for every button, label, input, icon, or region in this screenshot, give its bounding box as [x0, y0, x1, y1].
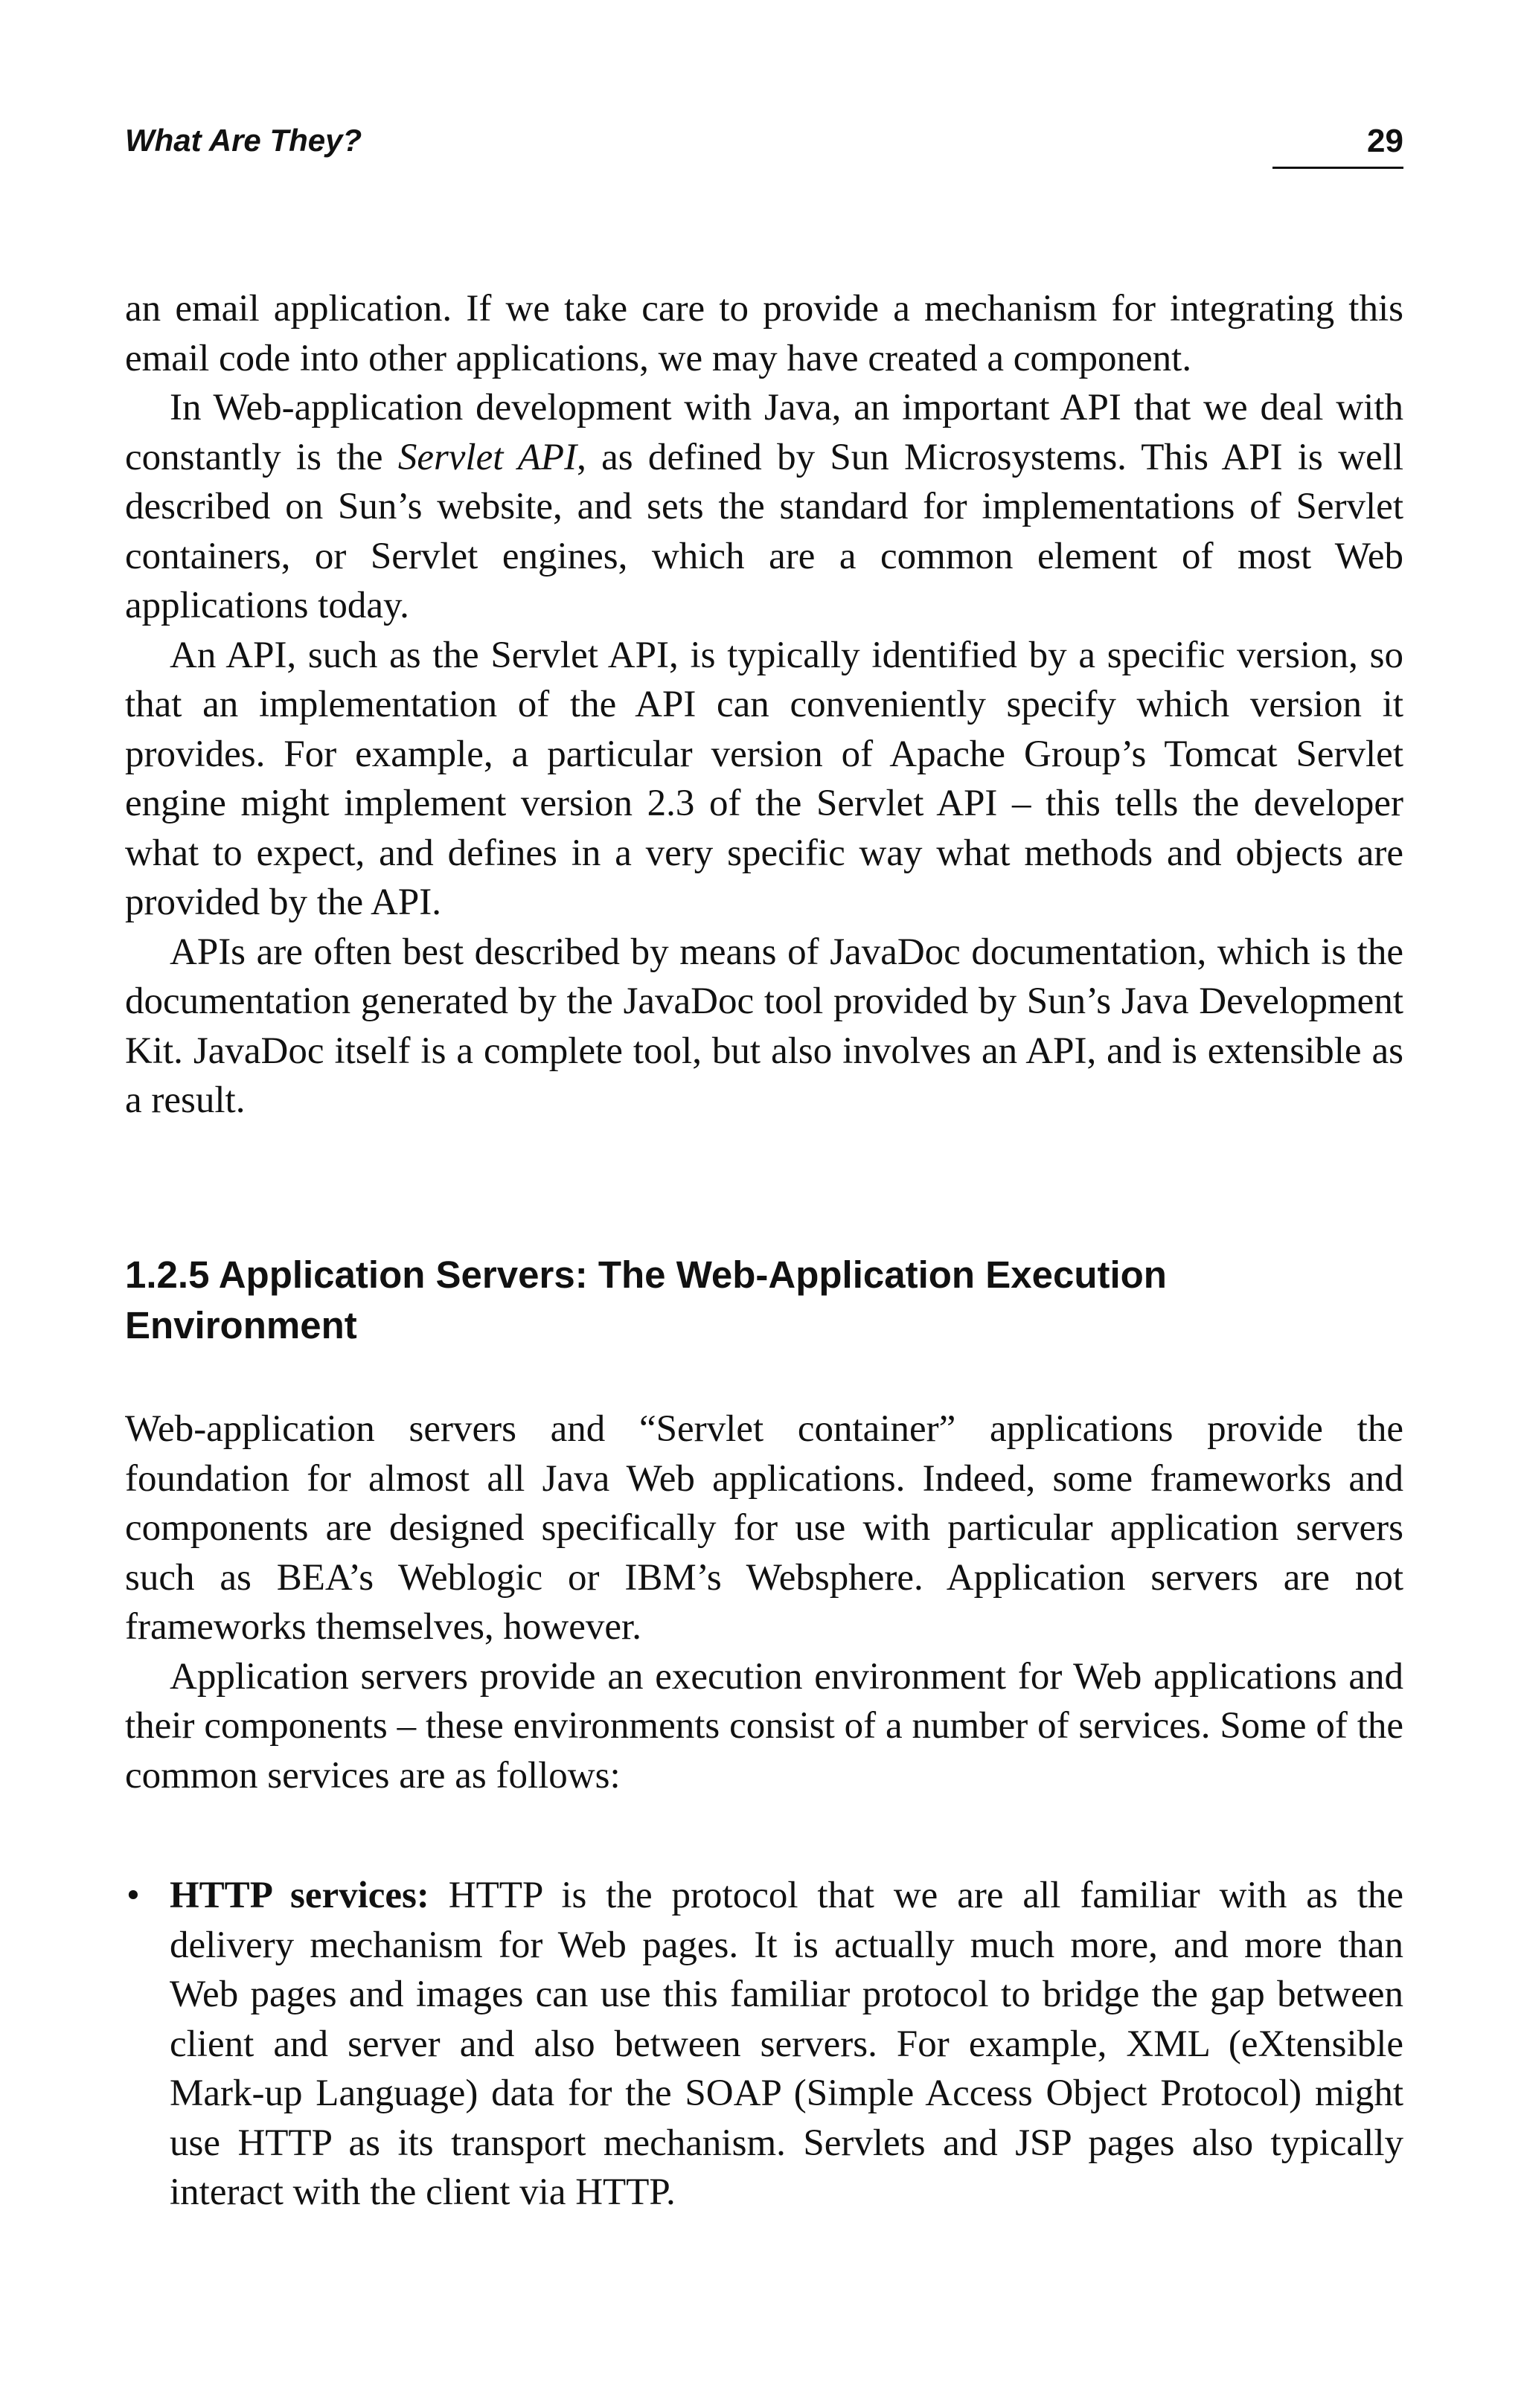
- list-item: [125, 1871, 1403, 2218]
- page-number: 29: [1272, 125, 1403, 169]
- paragraph: APIs are often best described by means of JavaDoc documentation, which is the documentation generated by the JavaDoc tool provided by Sun’s Java Development Kit. JavaDoc itself is a complete tool, but also involves an API, and is extensible as a result.: [125, 931, 1403, 1121]
- paragraph-text: , as defined by Sun Microsystems. This API is well described on Sun’s website, and sets the standard for implementations of Servlet containers, or Servlet engines, which are a common element of most Web applications today.: [125, 436, 1403, 626]
- paragraph-text: In Web-application development with Java, an important API that we deal with constantly is the: [125, 387, 1403, 478]
- bullet-list: [125, 1871, 1403, 2218]
- section-heading: 1.2.5 Application Servers: The Web-Application Execution Environment: [125, 1253, 1167, 1346]
- paragraph: [125, 383, 1403, 631]
- paragraph: Application servers provide an execution environment for Web applications and their components – these environments consist of a number of services. Some of the common services are as follows:: [125, 1655, 1403, 1797]
- body-text-block-top: [125, 284, 1403, 1126]
- body-text-block-section: [125, 1404, 1403, 1800]
- paragraph: An API, such as the Servlet API, is typically identified by a specific version, so that an implementation of the API can conveniently specify which version it provides. For example, a particular version of Apache Group’s Tomcat Servlet engine might implement version 2.3 of the Servlet API – this tells the developer what to expect, and defines in a very specific way what methods and objects are provided by the API.: [125, 634, 1403, 923]
- paragraph: Web-application servers and “Servlet container” applications provide the foundation for almost all Java Web applications. Indeed, some frameworks and components are designed specifically for use with particular application servers such as BEA’s Weblogic or IBM’s Websphere. Application servers are not frameworks themselves, however.: [125, 1408, 1403, 1648]
- bullet-text: HTTP is the protocol that we are all familiar with as the delivery mechanism for Web pages. It is actually much more, and more than Web pages and images can use this familiar protocol to bridge the gap between client and server and also between servers. For example, XML (eXtensible Mark-up Language) data for the SOAP (Simple Access Object Protocol) might use HTTP as its transport mechanism. Servlets and JSP pages also typically interact with the client via HTTP.: [170, 1875, 1404, 2213]
- bullet-lead: HTTP services:: [170, 1875, 429, 1916]
- running-header-title: What Are They?: [125, 123, 362, 158]
- bullet-icon: •: [127, 1875, 140, 1916]
- paragraph: an email application. If we take care to provide a mechanism for integrating this email code into other applications, we may have created a component.: [125, 288, 1403, 379]
- italic-term: Servlet API: [397, 436, 577, 478]
